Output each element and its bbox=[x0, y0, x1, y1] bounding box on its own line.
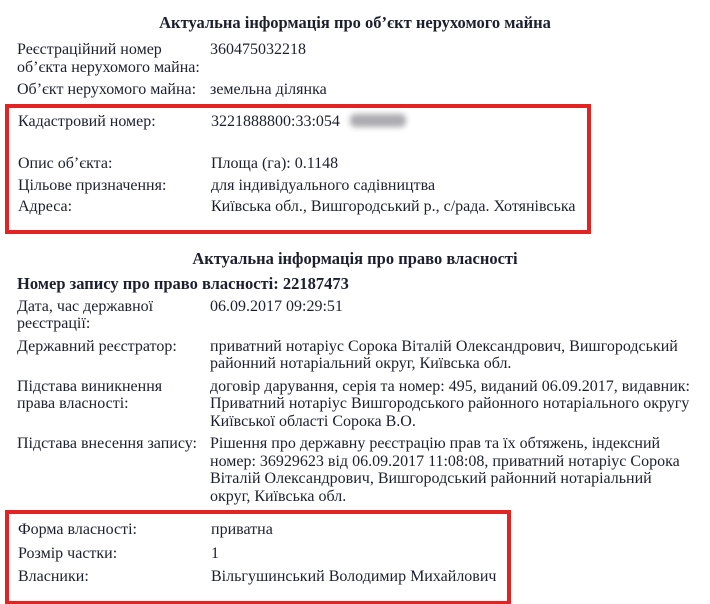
field-label: Цільове призначення: bbox=[18, 176, 167, 194]
field-value bbox=[211, 113, 583, 131]
field-value: 360475032218 bbox=[210, 41, 306, 58]
field-label: Об’єкт нерухомого майна: bbox=[17, 81, 197, 98]
row-owners bbox=[9, 568, 507, 586]
field-value: Київська обл., Вишгородський р., с/рада. Хотянівська bbox=[211, 198, 576, 215]
field-value: 1 bbox=[211, 544, 219, 562]
row-state-registrar bbox=[0, 338, 710, 373]
row-ownership-basis bbox=[0, 378, 710, 431]
highlight-box-owner-details bbox=[5, 510, 511, 604]
cadastral-number-text: 3221888800:33:054 bbox=[211, 112, 340, 130]
field-label: Підстава внесення запису: bbox=[17, 435, 197, 452]
field-label: Форма власності: bbox=[18, 521, 137, 538]
ownership-record-number: Номер запису про право власності: 22187473 bbox=[17, 273, 349, 293]
field-label: Адреса: bbox=[18, 198, 73, 215]
row-ownership-form bbox=[9, 521, 507, 539]
highlight-box-object-details bbox=[5, 104, 591, 234]
field-value: приватна bbox=[211, 521, 273, 538]
field-value: Площа (га): 0.1148 bbox=[211, 155, 339, 172]
field-value: 06.09.2017 09:29:51 bbox=[210, 297, 343, 315]
row-cadastral-number bbox=[9, 113, 587, 131]
field-label: Реєстраційний номер об’єкта нерухомого майна: bbox=[17, 41, 200, 76]
row-object-description bbox=[9, 155, 587, 173]
row-registration-datetime bbox=[0, 298, 710, 333]
field-value: земельна ділянка bbox=[210, 81, 327, 98]
field-label: Розмір частки: bbox=[18, 544, 118, 562]
field-label: Державний реєстратор: bbox=[17, 337, 177, 355]
object-section-title: Актуальна інформація про об’єкт нерухомого майна bbox=[159, 13, 551, 32]
row-object-type bbox=[0, 81, 710, 99]
row-record-basis bbox=[0, 435, 710, 505]
row-registration-number bbox=[0, 41, 710, 76]
row-designated-purpose bbox=[9, 177, 587, 195]
row-share-size bbox=[9, 545, 507, 563]
field-label: Опис об’єкта: bbox=[18, 155, 113, 172]
field-value: для індивідуального садівництва bbox=[211, 176, 436, 194]
field-value: договір дарування, серія та номер: 495, виданий 06.09.2017, видавник: Приватний нотаріус Вишгородського районного нотаріального округу Київської області Сорока В.О. bbox=[210, 377, 690, 430]
field-value: Вільгушинський Володимир Михайлович bbox=[211, 568, 497, 585]
field-label: Кадастровий номер: bbox=[18, 112, 156, 130]
field-label: Підстава виникнення права власності: bbox=[17, 377, 163, 412]
field-value: Рішення про державну реєстрацію прав та їх обтяжень, індексний номер: 36929623 від 06.09.2017 11:08:08, приватний нотаріус Сорока Віталій Олександрович, Вишгородський районний нотаріальний округ, Київська обл. bbox=[210, 435, 680, 505]
redacted-value-blur bbox=[350, 114, 406, 127]
field-value: приватний нотаріус Сорока Віталій Олександрович, Вишгородський районний нотаріальний округ, Київська обл. bbox=[210, 337, 678, 372]
field-label: Власники: bbox=[18, 568, 89, 585]
ownership-section-title: Актуальна інформація про право власності bbox=[192, 248, 518, 268]
row-address bbox=[9, 198, 587, 216]
field-label: Дата, час державної реєстрації: bbox=[17, 297, 154, 332]
